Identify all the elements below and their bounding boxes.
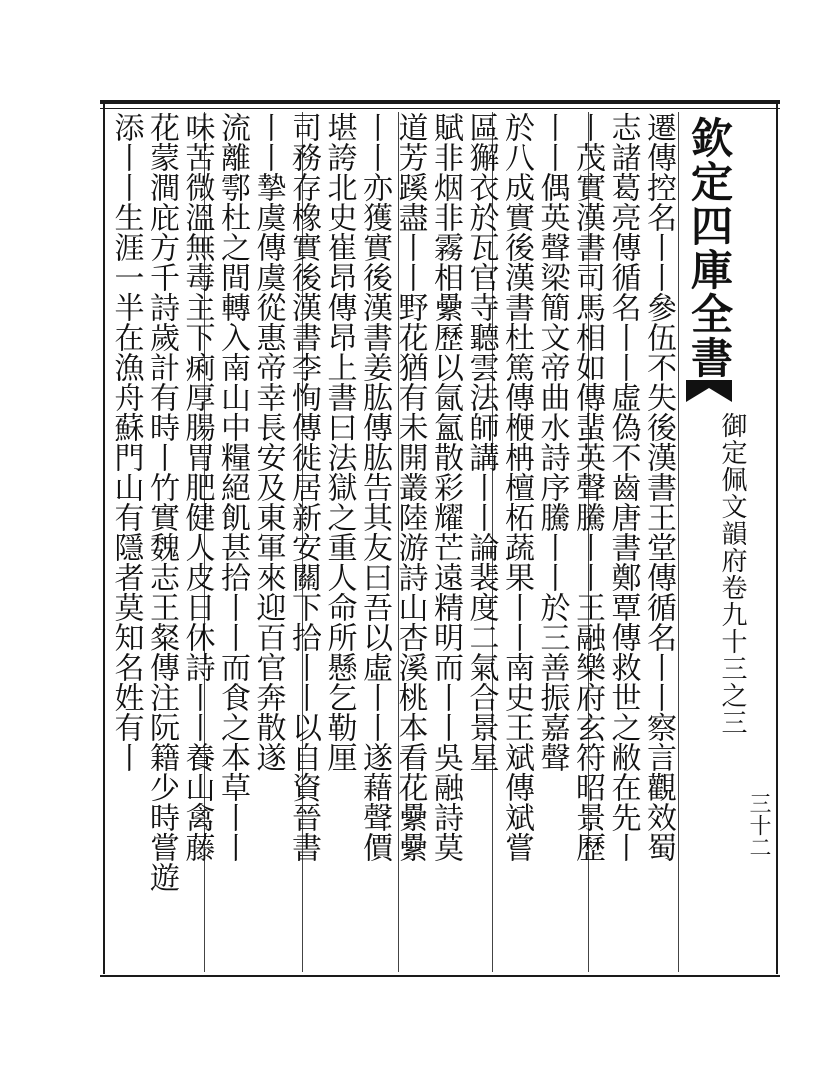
- fishtail-mark-icon: [686, 380, 732, 402]
- frame-left-rule: [103, 104, 105, 974]
- text-line: 堪誇北史崔昂傳昂上書曰法獄之重人命所懸乞勒厘: [321, 112, 357, 772]
- text-line: 區獬衣於瓦官寺聽雲法師講丨丨論裴度二氣合景星: [463, 112, 499, 772]
- text-line: 於八成實後漢書杜篤傳楩柟檀柘蔬果丨丨南史王斌傳斌嘗: [499, 112, 534, 862]
- text-line: 丨丨亦獲實後漢書姜肱傳肱告其友曰吾以虛丨丨遂藉聲價: [357, 112, 392, 862]
- page-number: 三十二: [746, 792, 771, 858]
- book-spine: [678, 112, 776, 972]
- text-line: 花蒙澗庇方千詩歲計有時丨竹實魏志王粲傳注阮籍少時嘗遊: [144, 112, 179, 892]
- text-line: 丨茂實漢書司馬相如傳蜚英聲騰丨丨王融樂府玄符昭景歷: [570, 112, 605, 862]
- text-line: 味苦微溫無毒主下痢厚腸胃肥健人皮日休詩丨丨養山禽藤: [179, 112, 215, 862]
- text-line: 志諸葛亮傳循名丨丨虛偽不齒唐書鄭覃傳救世之敝在先丨: [605, 112, 641, 862]
- text-line: 流離鄠杜之間轉入南山中糧絕飢甚拾丨丨而食之本草丨丨: [215, 112, 250, 862]
- text-line: 遷傳控名丨丨參伍不失後漢書王堂傳循名丨丨察言觀效蜀: [641, 112, 676, 862]
- text-line: 司務存橡實後漢書李恂傳徙居新安關下拾丨丨以自資晉書: [286, 112, 321, 862]
- frame-bottom-rule: [100, 975, 780, 977]
- text-line: 丨丨偶英聲梁簡文帝曲水詩序騰丨丨於三善振嘉聲: [534, 112, 570, 772]
- text-line: 賦非烟非霧相纍歷以氤氳散彩耀芒遠精明而丨丨吳融詩莫: [428, 112, 463, 862]
- text-line: 添丨丨生涯一半在漁舟蘇門山有隱者莫知名姓有丨: [108, 112, 144, 772]
- book-title: 欽定四庫全書: [685, 116, 734, 380]
- frame-top-inner-rule: [100, 108, 780, 109]
- text-line: 丨丨摯虞傳虞從惠帝幸長安及東軍來迎百官奔散遂: [250, 112, 286, 772]
- text-line: 道芳蹊盡丨丨野花猶有未開叢陸游詩山杏溪桃本看花纍纍: [392, 112, 428, 862]
- frame-right-rule: [776, 104, 778, 974]
- frame-top-rule: [100, 100, 780, 104]
- volume-title: 御定佩文韻府卷九十三之三: [717, 412, 747, 736]
